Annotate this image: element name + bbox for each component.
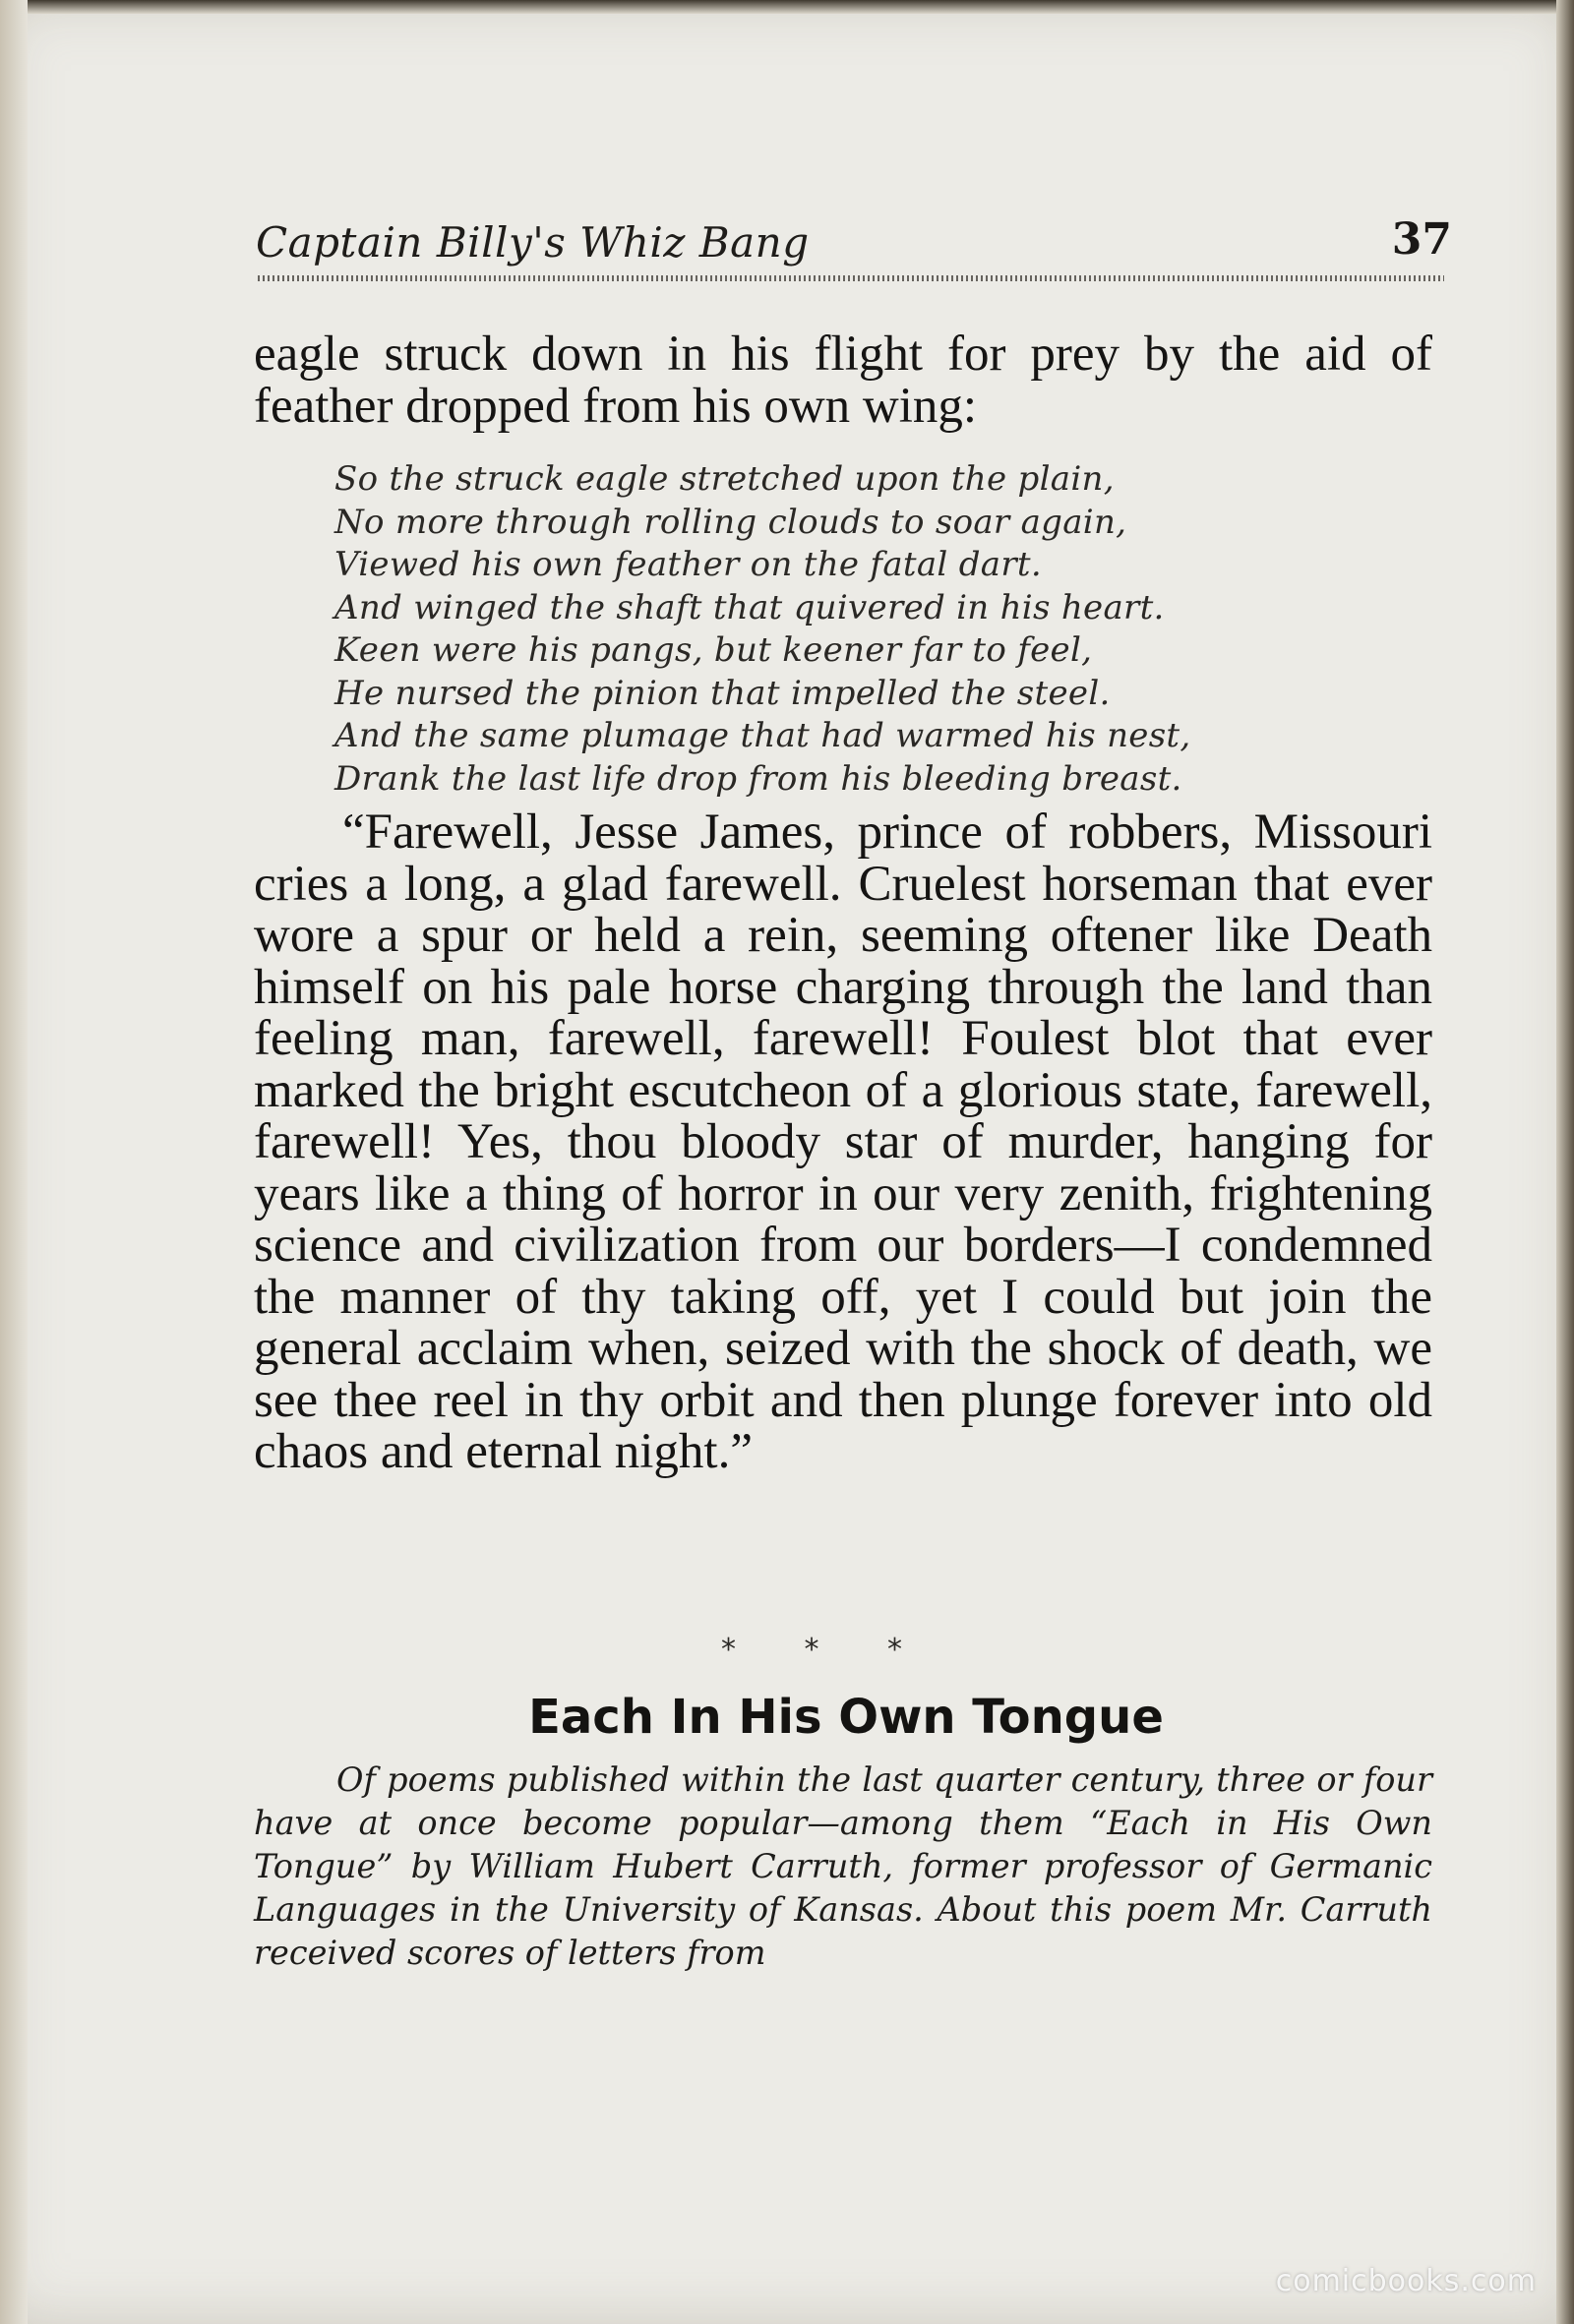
verse-line: He nursed the pinion that impelled the steel. xyxy=(334,673,1111,713)
verse-line: No more through rolling clouds to soar again, xyxy=(334,502,1127,542)
page-number: 37 xyxy=(1391,214,1452,265)
verse-line: So the struck eagle stretched upon the plain, xyxy=(334,459,1115,499)
verse-line: Keen were his pangs, but keener far to feel, xyxy=(334,630,1093,670)
section-heading: Each In His Own Tongue xyxy=(528,1690,1164,1745)
verse-line: And winged the shaft that quivered in his heart. xyxy=(334,587,1165,627)
running-head-rule xyxy=(258,275,1444,281)
section-intro: Of poems published within the last quarter century, three or four have at once become popular—among them “Each in His Own Tongue” by William Hubert Carruth, former professor of Germanic Languages in the University of Kansas. About this poem Mr. Carruth received scores of letters from xyxy=(254,1760,1432,1972)
verse-quotation xyxy=(334,458,1318,801)
verse-line: Viewed his own feather on the fatal dart. xyxy=(334,545,1042,584)
verse-line: And the same plumage that had warmed his nest, xyxy=(334,716,1191,755)
running-title: Captain Billy's Whiz Bang xyxy=(256,218,810,267)
running-head xyxy=(256,214,1456,277)
page-edge-top xyxy=(0,0,1574,14)
body-paragraph-1: eagle struck down in his flight for prey by the aid of feather dropped from his own wing: xyxy=(254,327,1432,434)
watermark: comicbooks.com xyxy=(1275,2264,1537,2298)
section-break-ornament: * * * xyxy=(720,1633,933,1667)
body-paragraph-2: “Farewell, Jesse James, prince of robbers, Missouri cries a long, a glad farewell. Cruelest horseman that ever wore a spur or held a rein, seeming oftener like Death himself on his pale horse charging through the land than feeling man, farewell, farewell! Foulest blot that ever marked the bright escutcheon of a glorious state, farewell, farewell! Yes, thou bloody star of murder, hanging for years like a thing of horror in our very zenith, frightening science and civilization from our borders—I condemned the manner of thy taking off, yet I could but join the general acclaim when, seized with the shock of death, we see thee reel in thy orbit and then plunge forever into old chaos and eternal night.” xyxy=(254,804,1432,1479)
page-edge-left xyxy=(0,0,28,2324)
verse-line: Drank the last life drop from his bleeding breast. xyxy=(334,758,1182,799)
page-edge-right xyxy=(1556,0,1574,2324)
